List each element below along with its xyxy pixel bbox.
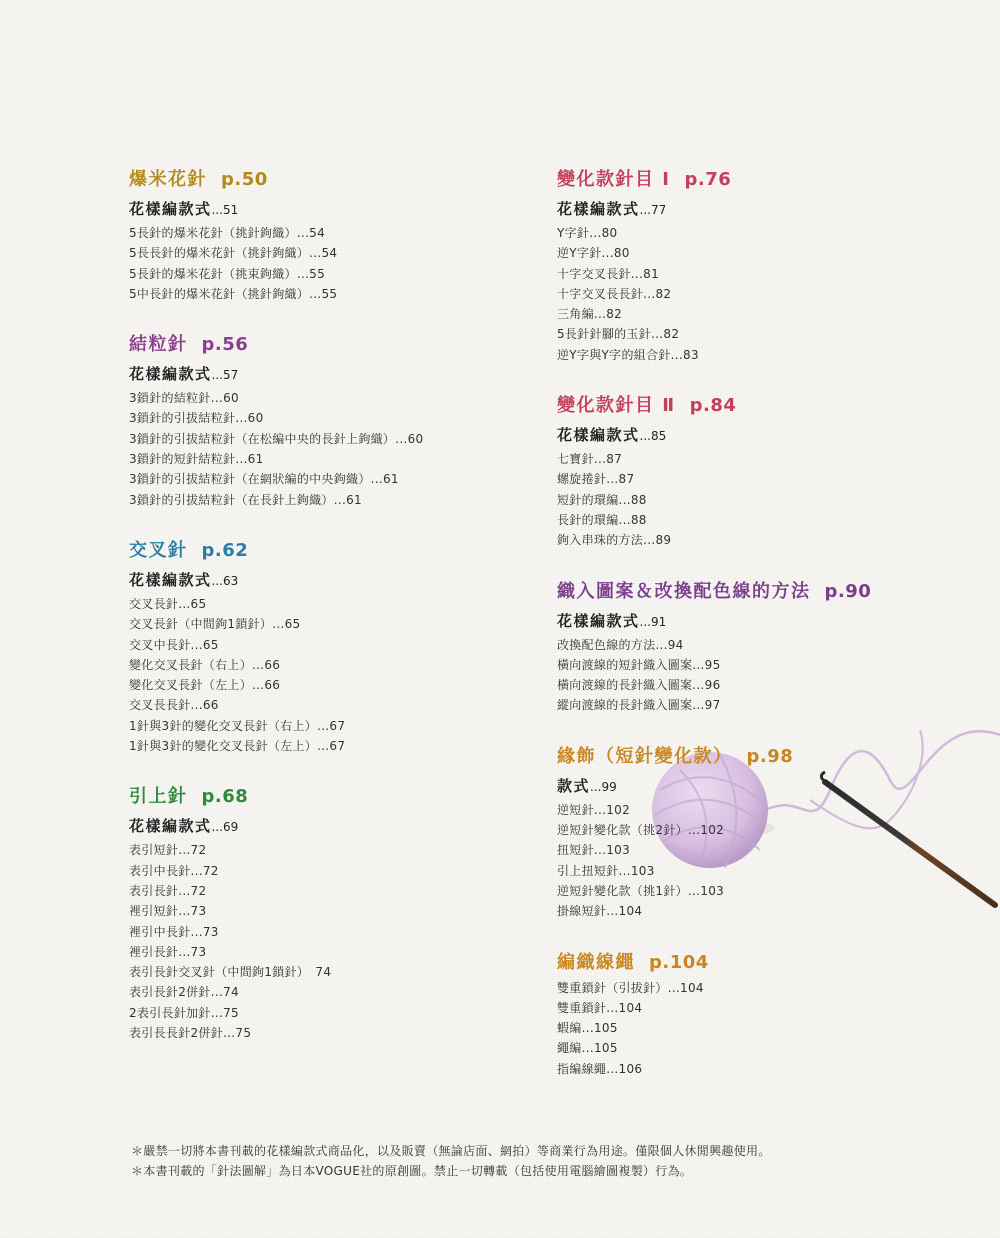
section-title: 織入圖案＆改換配色線的方法 p.90	[557, 580, 872, 602]
toc-entry: 螺旋捲針...87	[557, 472, 635, 487]
toc-section-post-stitch	[129, 782, 529, 1043]
section-subtitle: 花樣編款式...57	[129, 365, 239, 384]
toc-entry: 雙重鎖針（引拔針）...104	[557, 980, 704, 995]
footnote: ＊嚴禁一切將本書刊載的花樣編款式商品化，以及販賣（無論店面、網拍）等商業行為用途。僅限個人休閒興趣使用。	[131, 1144, 771, 1158]
toc-section-popcorn	[129, 165, 529, 304]
section-subtitle: 花樣編款式...63	[129, 570, 239, 589]
section-subtitle: 款式...99	[557, 776, 617, 795]
toc-left-column	[129, 165, 529, 1069]
toc-entry: 3鎖針的短針結粒針...61	[129, 452, 264, 467]
toc-entry: 掛線短針...104	[557, 904, 643, 919]
toc-right-column	[557, 165, 977, 1105]
toc-entry: 表引長針2併針...74	[129, 985, 239, 1000]
toc-entry: 5長針的爆米花針（挑束鉤織）...55	[129, 266, 326, 281]
toc-entry: 橫向渡線的長針織入圖案...96	[557, 678, 721, 693]
toc-entry: 5長針針腳的玉針...82	[557, 327, 680, 342]
toc-section-cords	[557, 948, 977, 1079]
toc-entry: 逆短針...102	[557, 802, 631, 817]
section-title: 變化款針目 Ⅱ p.84	[557, 395, 737, 417]
toc-entry: 引上扭短針...103	[557, 863, 655, 878]
section-subtitle: 花樣編款式...91	[557, 611, 667, 630]
toc-entry: 交叉中長針...65	[129, 637, 219, 652]
toc-entry: Y字針...80	[557, 226, 618, 240]
section-title: 引上針 p.68	[129, 786, 249, 808]
section-title: 緣飾（短針變化款） p.98	[557, 745, 794, 767]
section-subtitle: 花樣編款式...51	[129, 200, 239, 218]
toc-entry: 短針的環編...88	[557, 492, 647, 507]
toc-entry: 3鎖針的引拔結粒針（在網狀編的中央鉤織）...61	[129, 472, 399, 487]
toc-section-colorwork	[557, 577, 977, 716]
toc-entry: 逆Y字針...80	[557, 246, 630, 261]
toc-entry: 裡引長針...73	[129, 944, 207, 959]
toc-entry: 逆Y字與Y字的組合針...83	[557, 347, 699, 362]
toc-entry: 3鎖針的結粒針...60	[129, 391, 239, 406]
toc-entry: 3鎖針的引拔結粒針...60	[129, 411, 264, 426]
toc-entry: 鉤入串珠的方法...89	[557, 533, 672, 548]
section-title: 變化款針目 Ⅰ p.76	[557, 169, 732, 190]
toc-section-variation-1	[557, 165, 977, 365]
toc-entry: 逆短針變化款（挑2針）...102	[557, 823, 725, 838]
toc-entry: 變化交叉長針（右上）...66	[129, 657, 281, 672]
toc-section-variation-2	[557, 391, 977, 550]
section-title: 爆米花針 p.50	[129, 169, 268, 190]
toc-entry: 表引長針...72	[129, 883, 207, 898]
toc-entry: 雙重鎖針...104	[557, 1000, 643, 1015]
toc-entry: 3鎖針的引拔結粒針（在松編中央的長針上鉤織）...60	[129, 431, 424, 446]
footnote: ＊本書刊載的「針法圖解」為日本VOGUE社的原創圖。禁止一切轉載（包括使用電腦繪圖複製）行為。	[131, 1164, 693, 1178]
toc-entry: 裡引短針...73	[129, 904, 207, 919]
section-title: 結粒針 p.56	[129, 334, 249, 356]
section-subtitle: 花樣編款式...85	[557, 426, 667, 445]
toc-entry: 表引中長針...72	[129, 863, 219, 878]
toc-entry: 指編線繩...106	[557, 1061, 643, 1076]
toc-entry: 裡引中長針...73	[129, 924, 219, 939]
toc-entry: 3鎖針的引拔結粒針（在長針上鉤織）...61	[129, 492, 362, 507]
toc-section-cross	[129, 536, 529, 756]
toc-entry: 十字交叉長針...81	[557, 266, 660, 281]
toc-entry: 交叉長長針...66	[129, 698, 219, 713]
section-title: 編織線繩 p.104	[557, 951, 709, 973]
toc-entry: 變化交叉長針（左上）...66	[129, 678, 281, 693]
toc-entry: 5中長針的爆米花針（挑針鉤織）...55	[129, 286, 338, 301]
section-subtitle: 花樣編款式...77	[557, 200, 667, 218]
toc-entry: 交叉長針（中間鉤1鎖針）...65	[129, 617, 301, 632]
toc-section-edging	[557, 742, 977, 922]
toc-entry: 橫向渡線的短針織入圖案...95	[557, 657, 721, 672]
toc-section-picot	[129, 330, 529, 510]
toc-entry: 交叉長針...65	[129, 596, 207, 611]
toc-entry: 表引長長針2併針...75	[129, 1026, 252, 1041]
toc-entry: 十字交叉長長針...82	[557, 286, 672, 301]
toc-entry: 逆短針變化款（挑1針）...103	[557, 883, 725, 898]
toc-entry: 5長長針的爆米花針（挑針鉤織）...54	[129, 246, 338, 261]
toc-entry: 2表引長針加針...75	[129, 1005, 239, 1020]
toc-entry: 蝦編...105	[557, 1021, 618, 1036]
toc-entry: 表引長針交叉針（中間鉤1鎖針） 74	[129, 965, 332, 980]
footnotes	[131, 1141, 771, 1181]
toc-entry: 1針與3針的變化交叉長針（左上）...67	[129, 739, 346, 754]
toc-entry: 改換配色線的方法...94	[557, 637, 684, 652]
section-title: 交叉針 p.62	[129, 539, 249, 561]
toc-entry: 表引短針...72	[129, 843, 207, 858]
toc-entry: 5長針的爆米花針（挑針鉤織）...54	[129, 226, 326, 240]
toc-entry: 七寶針...87	[557, 452, 623, 467]
toc-entry: 1針與3針的變化交叉長針（右上）...67	[129, 718, 346, 733]
toc-entry: 長針的環編...88	[557, 512, 647, 527]
toc-entry: 扭短針...103	[557, 843, 631, 858]
section-subtitle: 花樣編款式...69	[129, 817, 239, 836]
toc-entry: 縱向渡線的長針織入圖案...97	[557, 698, 721, 713]
toc-entry: 三角編...82	[557, 307, 623, 322]
toc-entry: 繩編...105	[557, 1041, 618, 1056]
